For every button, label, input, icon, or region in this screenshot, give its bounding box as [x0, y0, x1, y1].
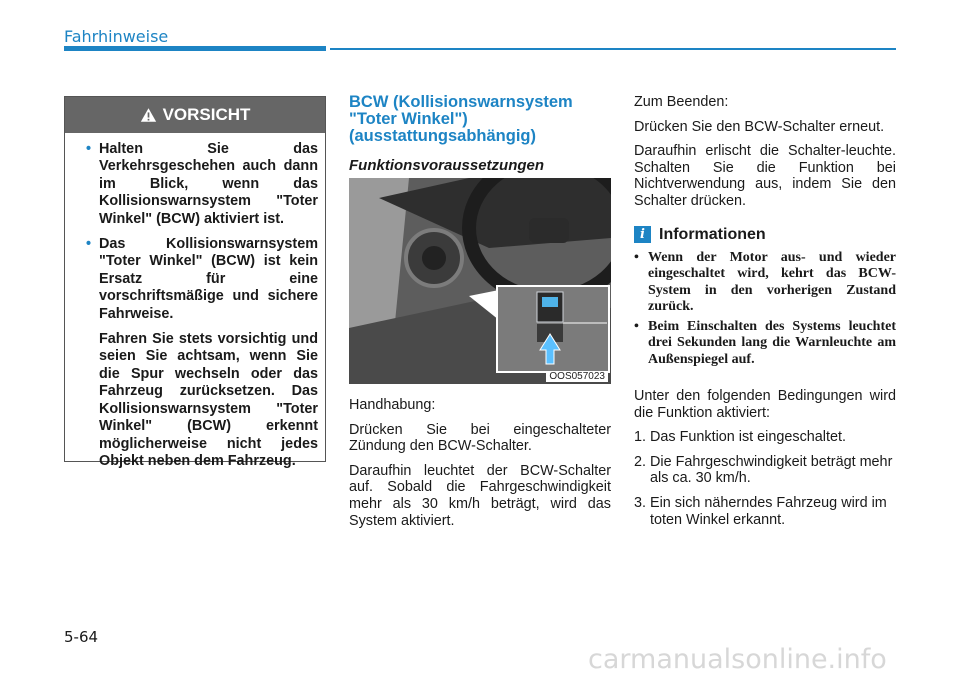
caution-bullet-1: [86, 141, 318, 228]
item-text: Ein sich näherndes Fahrzeug wird im toten Winkel erkannt.: [650, 495, 887, 528]
info-heading: [634, 226, 896, 244]
section-subtitle: Funktionsvoraussetzungen: [349, 157, 545, 174]
condition-item: [634, 495, 896, 528]
paragraph: Unter den folgenden Bedingungen wird die Funktion aktiviert:: [634, 388, 896, 421]
paragraph: Handhabung:: [349, 397, 436, 413]
right-column: [634, 94, 896, 536]
info-list: [634, 250, 896, 369]
middle-column-header: [349, 94, 611, 174]
item-text: Die Fahrgeschwindigkeit beträgt mehr als ca. 30 km/h.: [650, 453, 893, 487]
condition-item: [634, 429, 896, 446]
caution-bullet-text: Fahren Sie stets vorsichtig und seien Sie achtsam, wenn Sie die Spur wechseln oder das Fahrzeug zurücksetzen. Das Kollisionswarnsystem "Toter Winkel" (BCW) erkennt möglicherweise nicht jedes Objekt neben dem Fahrzeug.: [99, 331, 318, 469]
middle-column-text: [349, 397, 611, 537]
paragraph: Daraufhin erlischt die Schalter-leuchte. Schalten Sie die Funktion bei Nichtverwendung aus, indem Sie den Schalter drücken.: [634, 143, 896, 209]
warning-triangle-icon: [140, 107, 157, 123]
item-number: 1.: [634, 429, 647, 446]
info-item-text: Wenn der Motor aus- und wieder eingeschaltet wird, kehrt das BCW-System in den vorherigen Zustand zurück.: [648, 249, 896, 315]
paragraph: Drücken Sie den BCW-Schalter erneut.: [634, 118, 885, 135]
caution-body: [65, 133, 325, 470]
caution-bullet-text: Das Kollisionswarnsystem "Toter Winkel" (BCW) ist kein Ersatz für eine vorschriftsmäßige und sichere Fahrweise.: [99, 236, 318, 322]
section-header: Fahrhinweise: [64, 27, 169, 46]
caution-bullet-2: [86, 236, 318, 470]
item-number: 3.: [634, 495, 647, 512]
caution-box: [64, 96, 326, 469]
header-rule-thick: [64, 46, 326, 51]
info-item: • Wenn der Motor aus- und wieder eingeschaltet wird, kehrt das BCW-System in den vorherigen Zustand zurück.: [634, 249, 896, 315]
condition-item: [634, 454, 896, 487]
item-number: 2.: [634, 453, 647, 470]
bullet-dot-icon: •: [86, 141, 92, 157]
image-caption: OOS057023: [546, 371, 608, 382]
caution-header: [65, 97, 325, 133]
dashboard-illustration: [349, 178, 611, 384]
header-rule-thin: [330, 48, 896, 50]
caution-bullet-text: Halten Sie das Verkehrsgeschehen auch dann im Blick, wenn das Kollisionswarnsystem "Toter Winkel" (BCW) aktiviert ist.: [99, 141, 318, 227]
dashboard-photo: [349, 178, 611, 384]
paragraph: Zum Beenden:: [634, 94, 729, 110]
section-title: BCW (Kollisionswarnsystem "Toter Winkel") (ausstattungsabhängig): [349, 93, 573, 145]
watermark: carmanualsonline.info: [588, 644, 887, 675]
condition-list: [634, 429, 896, 528]
caution-heading: VORSICHT: [162, 105, 251, 124]
item-text: Das Funktion ist eingeschaltet.: [650, 429, 846, 446]
bullet-dot-icon: •: [86, 236, 92, 253]
info-icon: i: [634, 226, 651, 243]
info-item-text: Beim Einschalten des Systems leuchtet drei Sekunden lang die Warnleuchte am Außenspiegel auf.: [648, 318, 896, 367]
paragraph: Daraufhin leuchtet der BCW-Schalter auf. Sobald die Fahrgeschwindigkeit mehr als 30 km/h beträgt, wird das System aktiviert.: [349, 462, 611, 529]
info-item: • Beim Einschalten des Systems leuchtet drei Sekunden lang die Warnleuchte am Außenspiegel auf.: [634, 318, 896, 367]
info-title: Informationen: [659, 225, 766, 243]
page-number: 5-64: [64, 628, 99, 646]
paragraph: Drücken Sie bei eingeschalteter Zündung den BCW-Schalter.: [349, 421, 611, 455]
